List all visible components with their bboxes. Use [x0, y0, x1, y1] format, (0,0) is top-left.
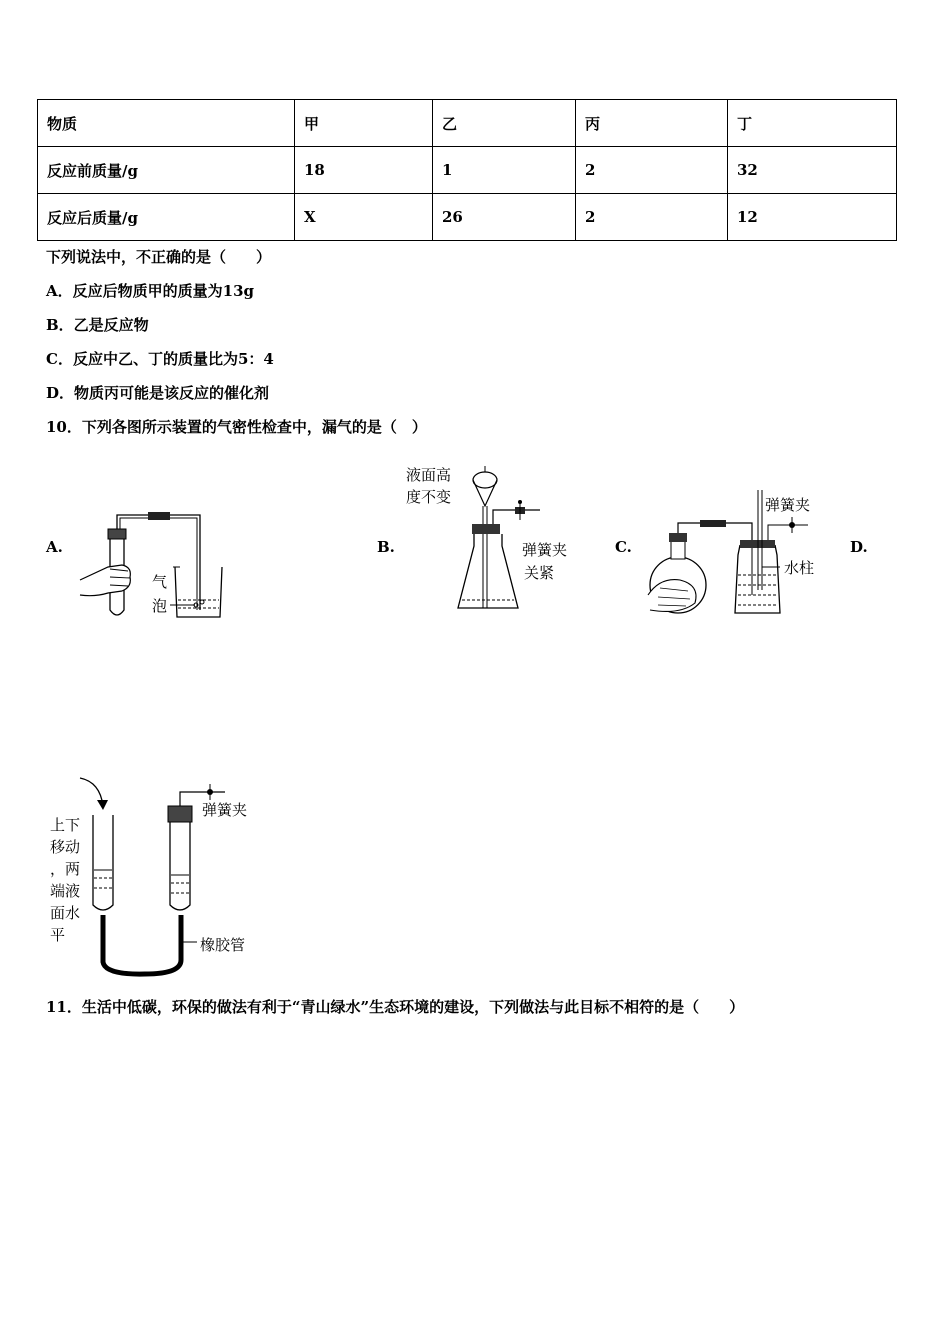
fig-d-label-clip: 弹簧夹: [202, 801, 248, 819]
table-cell: 反应后质量/g: [38, 194, 295, 241]
fig-d-move-6: 平: [50, 926, 66, 944]
fig-a-label-2: 泡: [152, 597, 168, 615]
fig-d-move-5: 面水: [50, 904, 81, 922]
q11-stem: 11．生活中低碳，环保的做法有利于“青山绿水”生态环境的建设，下列做法与此目标不相符的是（ ）: [46, 998, 745, 1016]
figure-c-apparatus: [640, 485, 840, 620]
q10-label-a: A.: [46, 538, 63, 556]
fig-b-label-clip1: 弹簧夹: [522, 541, 568, 559]
table-cell: 甲: [295, 100, 433, 147]
table-cell: 2: [576, 194, 728, 241]
table-cell: 32: [728, 147, 897, 194]
fig-d-move-1: 上下: [50, 816, 81, 834]
fig-d-move-4: 端液: [50, 882, 81, 900]
fig-c-label-clip: 弹簧夹: [765, 496, 811, 514]
figure-a-apparatus: [70, 505, 230, 625]
table-cell: 26: [433, 194, 576, 241]
table-cell: 丙: [576, 100, 728, 147]
table-cell: 18: [295, 147, 433, 194]
fig-a-label-1: 气: [152, 573, 168, 591]
table-cell: 2: [576, 147, 728, 194]
q10-label-b: B.: [377, 538, 395, 556]
q10-label-d: D.: [850, 538, 868, 556]
q9-stem: 下列说法中，不正确的是（ ）: [46, 248, 272, 266]
fig-b-label-clip2: 关紧: [524, 564, 555, 582]
table-cell: X: [295, 194, 433, 241]
table-cell: 12: [728, 194, 897, 241]
q9-option-b: B．乙是反应物: [46, 316, 149, 334]
table-row: [38, 147, 897, 194]
figure-b-apparatus: [400, 458, 590, 618]
q9-option-c: C．反应中乙、丁的质量比为5：4: [46, 350, 274, 368]
table-cell: 1: [433, 147, 576, 194]
figure-d-apparatus: [45, 770, 275, 985]
q10-label-c: C.: [615, 538, 632, 556]
fig-b-label-top2: 度不变: [406, 488, 452, 506]
q9-option-a: A．反应后物质甲的质量为13g: [46, 282, 255, 300]
fig-b-label-top1: 液面高: [406, 466, 452, 484]
table-cell: 乙: [433, 100, 576, 147]
table-cell: 物质: [38, 100, 295, 147]
fig-d-move-2: 移动: [50, 838, 81, 856]
fig-c-label-water: 水柱: [784, 559, 815, 577]
q9-option-d: D．物质丙可能是该反应的催化剂: [46, 384, 270, 402]
table-cell: 丁: [728, 100, 897, 147]
fig-d-move-3: ，两: [50, 860, 81, 878]
mass-table: [37, 99, 897, 241]
table-row: [38, 194, 897, 241]
q10-stem: 10．下列各图所示装置的气密性检查中，漏气的是（ ）: [46, 418, 427, 436]
fig-d-label-tube: 橡胶管: [200, 936, 246, 954]
table-cell: 反应前质量/g: [38, 147, 295, 194]
table-row: [38, 100, 897, 147]
